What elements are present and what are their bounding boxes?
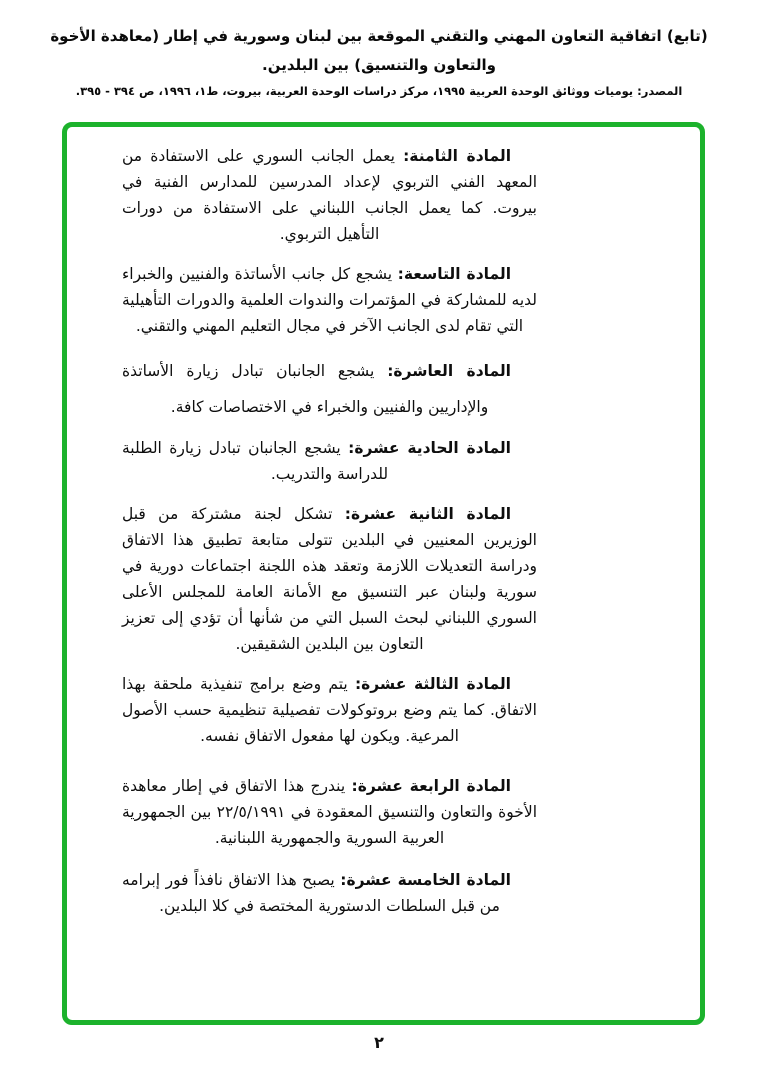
article-label: المادة التاسعة: <box>397 265 512 283</box>
article-text: يندرج هذا الاتفاق في إطار معاهدة الأخوة والتعاون والتنسيق المعقودة في ٢٢/٥/١٩٩١ بين الجمهورية العربية السورية والجمهورية اللبنانية. <box>122 777 537 847</box>
article <box>122 867 537 919</box>
article-text: تشكل لجنة مشتركة من قبل الوزيرين المعنيين في البلدين تتولى متابعة تطبيق هذا الاتفاق ودراسة التعديلات اللازمة وتعقد هذه اللجنة اجتماعات دورية في سورية ولبنان عبر التنسيق مع الأمانة العامة للمجلس الأعلى السوري اللبناني لبحث السبل التي من شأنها أن تؤدي إلى تعزيز التعاون بين البلدين الشقيقين. <box>122 505 537 653</box>
article-label: المادة الثامنة: <box>403 147 512 165</box>
article <box>122 261 537 339</box>
article-text: يصبح هذا الاتفاق نافذاً فور إبرامه من قبل السلطات الدستورية المختصة في كلا البلدين. <box>122 871 500 915</box>
article-text: يعمل الجانب السوري على الاستفادة من المعهد الفني التربوي لإعداد المدرسين للمدارس الفنية في بيروت. كما يعمل الجانب اللبناني على الاستفادة من دورات التأهيل التربوي. <box>122 147 537 243</box>
article <box>122 501 537 657</box>
article-label: المادة الرابعة عشرة: <box>351 777 511 795</box>
article-label: المادة الثالثة عشرة: <box>354 675 511 693</box>
article-text: يشجع كل جانب الأساتذة والفنيين والخبراء لديه للمشاركة في المؤتمرات والندوات العلمية والدورات التأهيلية التي تقام لدى الجانب الآخر في مجال التعليم المهني والتقني. <box>122 265 537 335</box>
document-title: (تابع) اتفاقية التعاون المهني والتقني الموقعة بين لبنان وسورية في إطار (معاهدة الأخوة والتعاون والتنسيق) بين البلدين. <box>50 27 708 75</box>
article <box>122 143 537 247</box>
article <box>122 671 537 749</box>
article-label: المادة الثانية عشرة: <box>344 505 512 523</box>
highlight-box <box>62 122 705 1025</box>
article <box>122 773 537 851</box>
article-label: المادة الحادية عشرة: <box>348 439 511 457</box>
article-text: يتم وضع برامج تنفيذية ملحقة بهذا الاتفاق. كما يتم وضع بروتوكولات تفصيلية تنظيمية حسب الأصول المرعية. ويكون لها مفعول الاتفاق نفسه. <box>122 675 537 745</box>
article-text: يشجع الجانبان تبادل زيارة الطلبة للدراسة والتدريب. <box>122 439 389 483</box>
page-number: ٢ <box>374 1033 384 1052</box>
article <box>122 435 537 487</box>
article-label: المادة العاشرة: <box>387 362 511 380</box>
page-header <box>0 0 758 98</box>
article-label: المادة الخامسة عشرة: <box>340 871 511 889</box>
articles <box>122 143 537 919</box>
article-text: يشجع الجانبان تبادل زيارة الأساتذة والإداريين والفنيين والخبراء في الاختصاصات كافة. <box>122 362 489 416</box>
article <box>122 353 537 425</box>
source-citation: المصدر: يوميات ووثائق الوحدة العربية ١٩٩٥، مركز دراسات الوحدة العربية، بيروت، ط١، ١٩٩٦، ص ٣٩٤ - ٣٩٥. <box>75 83 683 98</box>
